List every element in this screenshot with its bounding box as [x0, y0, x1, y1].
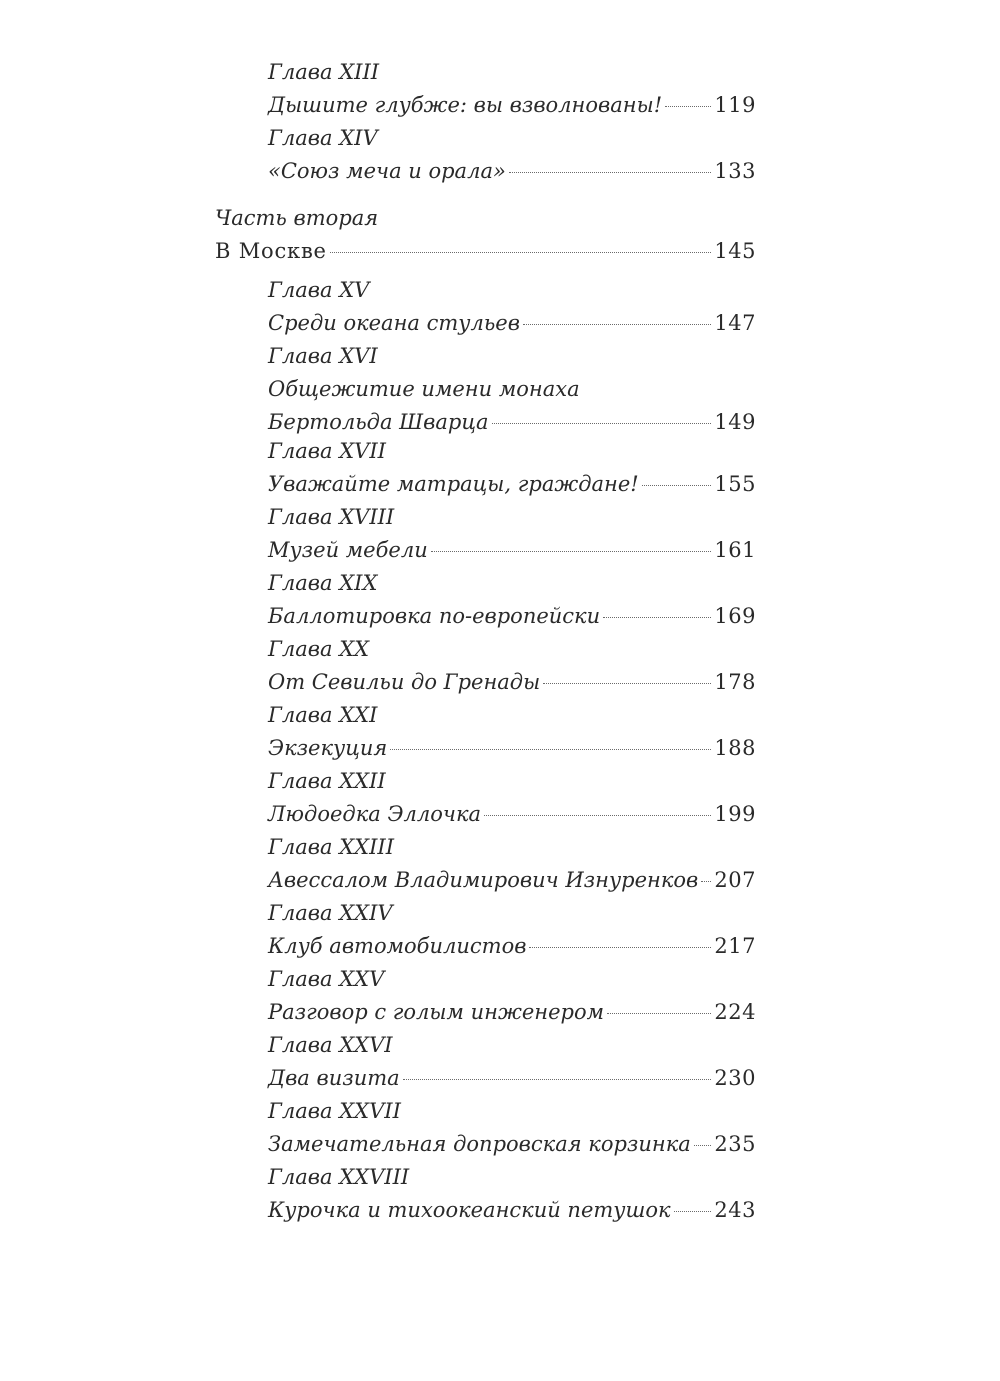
chapter-title: Замечательная допровская корзинка [268, 1132, 691, 1156]
toc-entry-chapter-16 [268, 340, 756, 439]
part-label: Часть вторая [215, 206, 379, 230]
page-number: 207 [714, 868, 756, 892]
page-number: 188 [714, 736, 756, 760]
chapter-title: Разговор с голым инженером [268, 1000, 605, 1024]
chapter-label: Глава XX [268, 637, 370, 661]
toc-line [268, 1128, 756, 1161]
toc-entry-chapter-18 [268, 501, 756, 567]
chapter-title: Экзекуция [268, 736, 388, 760]
page-number: 178 [714, 670, 756, 694]
chapter-title: Бертольда Шварца [268, 410, 489, 434]
toc-line [268, 666, 756, 699]
page-number: 243 [714, 1198, 756, 1222]
dot-leader [403, 1079, 712, 1080]
dot-leader [674, 1211, 712, 1212]
dot-leader [431, 551, 712, 552]
dot-leader [390, 749, 711, 750]
page-number: 230 [714, 1066, 756, 1090]
toc-line [268, 930, 756, 963]
chapter-label: Глава XVIII [268, 505, 395, 529]
chapter-label: Глава XXVII [268, 1099, 401, 1123]
chapter-label: Глава XXIV [268, 901, 393, 925]
toc-entry-chapter-15 [268, 274, 756, 340]
page-number: 235 [714, 1132, 756, 1156]
chapter-title: Клуб автомобилистов [268, 934, 527, 958]
chapter-label: Глава XXVI [268, 1033, 393, 1057]
chapter-title: Баллотировка по-европейски [268, 604, 601, 628]
chapter-label: Глава XIX [268, 571, 378, 595]
toc-entry-chapter-21 [268, 699, 756, 765]
chapter-title: Дышите глубже: вы взволнованы! [268, 93, 663, 117]
chapter-title: Среди океана стульев [268, 311, 520, 335]
toc-line [268, 89, 756, 122]
dot-leader [694, 1145, 712, 1146]
dot-leader [543, 683, 711, 684]
chapter-label: Глава XVII [268, 439, 386, 463]
dot-leader [523, 324, 711, 325]
chapter-label: Глава XXI [268, 703, 378, 727]
dot-leader [492, 423, 712, 424]
chapter-title: «Союз меча и орала» [268, 159, 506, 183]
toc-entry-chapter-13 [268, 56, 756, 122]
chapter-label: Глава XVI [268, 344, 378, 368]
toc-entry-chapter-27 [268, 1095, 756, 1161]
chapter-title-line-1: Общежитие имени монаха [268, 377, 580, 401]
dot-leader [607, 1013, 711, 1014]
dot-leader [529, 947, 711, 948]
toc-line [268, 996, 756, 1029]
chapter-title: Авессалом Владимирович Изнуренков [268, 868, 699, 892]
chapter-label: Глава XXIII [268, 835, 394, 859]
chapter-label: Глава XXV [268, 967, 385, 991]
page-number: 224 [714, 1000, 756, 1024]
toc-line [268, 307, 756, 340]
toc-line [268, 864, 756, 897]
toc-line [215, 235, 756, 268]
toc-entry-chapter-22 [268, 765, 756, 831]
toc-entry-chapter-20 [268, 633, 756, 699]
page-number: 133 [714, 159, 756, 183]
toc-entry-chapter-23 [268, 831, 756, 897]
page-number: 147 [714, 311, 756, 335]
toc-entry-chapter-26 [268, 1029, 756, 1095]
toc-line [268, 1194, 756, 1227]
page-number: 149 [714, 410, 756, 434]
chapter-label: Глава XXII [268, 769, 386, 793]
chapter-title: Два визита [268, 1066, 400, 1090]
page-number: 217 [714, 934, 756, 958]
toc-line [268, 600, 756, 633]
toc-entry-chapter-24 [268, 897, 756, 963]
dot-leader [330, 252, 712, 253]
page-number: 145 [714, 239, 756, 263]
page-number: 155 [714, 472, 756, 496]
chapter-title: От Севильи до Гренады [268, 670, 541, 694]
chapter-label: Глава XIII [268, 60, 380, 84]
chapter-title: Людоедка Эллочка [268, 802, 482, 826]
dot-leader [484, 815, 711, 816]
toc-line [268, 155, 756, 188]
toc-line [268, 468, 756, 501]
chapter-title: Курочка и тихоокеанский петушок [268, 1198, 671, 1222]
chapter-label: Глава XIV [268, 126, 378, 150]
page-number: 169 [714, 604, 756, 628]
toc-entry-chapter-25 [268, 963, 756, 1029]
page-number: 199 [714, 802, 756, 826]
page-number: 119 [714, 93, 756, 117]
toc-entry-chapter-17 [268, 435, 756, 501]
chapter-title: Уважайте матрацы, граждане! [268, 472, 639, 496]
page-number: 161 [714, 538, 756, 562]
toc-entry-part-2 [215, 202, 756, 268]
toc-entry-chapter-14 [268, 122, 756, 188]
toc-line [268, 732, 756, 765]
toc-line [268, 1062, 756, 1095]
dot-leader [603, 617, 711, 618]
chapter-title: Музей мебели [268, 538, 428, 562]
dot-leader [509, 172, 712, 173]
toc-line [268, 798, 756, 831]
part-title: В Москве [215, 239, 327, 263]
dot-leader [642, 485, 712, 486]
toc-entry-chapter-19 [268, 567, 756, 633]
chapter-label: Глава XXVIII [268, 1165, 410, 1189]
toc-entry-chapter-28 [268, 1161, 756, 1227]
toc-line [268, 534, 756, 567]
chapter-label: Глава XV [268, 278, 370, 302]
dot-leader [701, 881, 711, 882]
dot-leader [665, 106, 711, 107]
